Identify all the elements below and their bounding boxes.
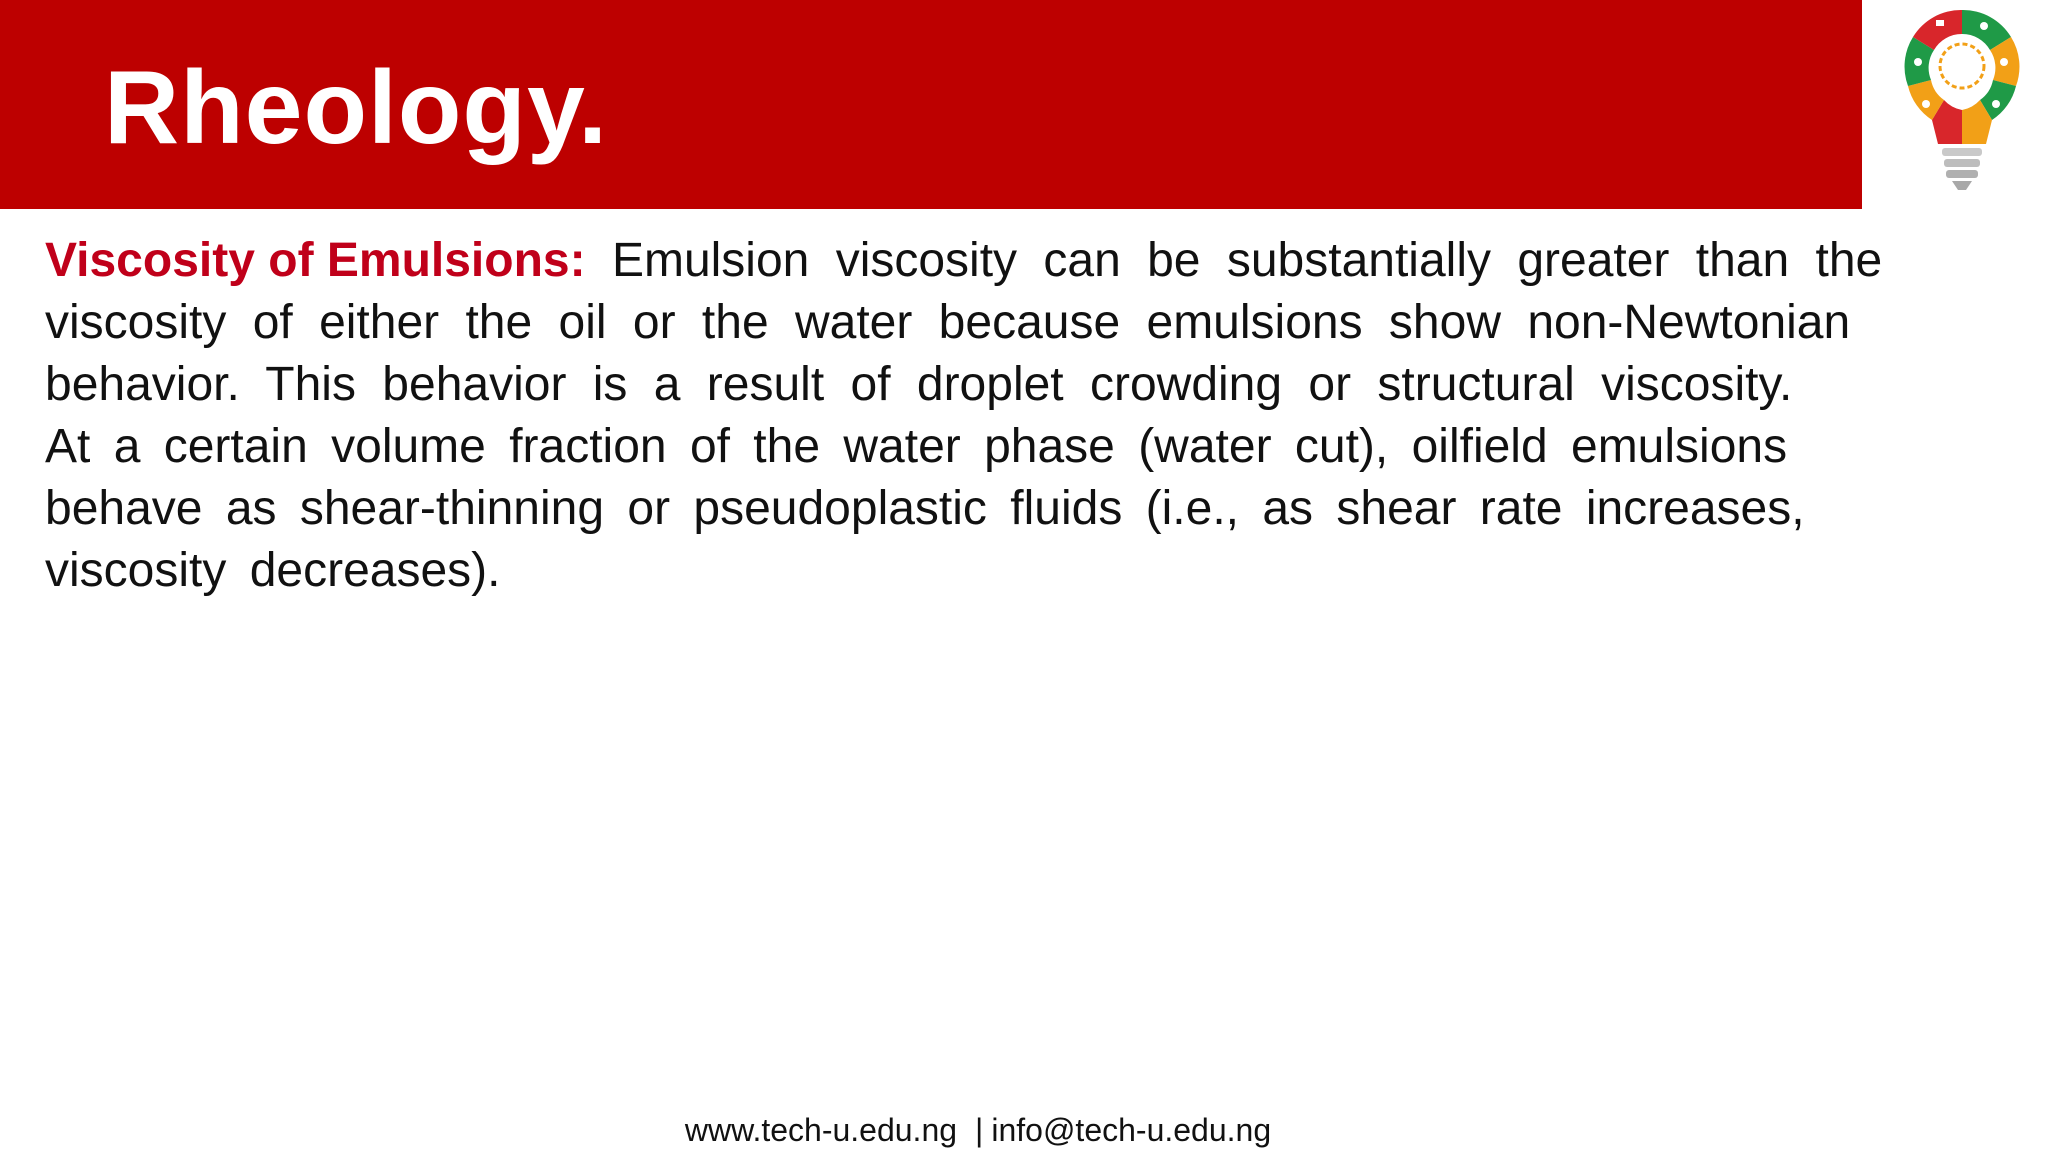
slide-title: Rheology. — [104, 50, 608, 166]
footer-website: www.tech-u.edu.ng — [684, 1112, 958, 1148]
university-logo — [1900, 4, 2024, 200]
term-heading: Viscosity of Emulsions: — [45, 234, 586, 287]
footer-separator: | — [975, 1112, 984, 1148]
slide-body — [45, 230, 1965, 602]
paragraph-1-text: Emulsion viscosity can be substantially greater than the viscosity of either the oil or the water because emulsions show non-Newtonian behavior. This behavior is a result of droplet crowding or structural viscosity. — [45, 234, 1883, 411]
footer-email: info@tech-u.edu.ng — [991, 1112, 1272, 1148]
title-bar — [0, 0, 1862, 209]
paragraph-water-cut: At a certain volume fraction of the water phase (water cut), oilfield emulsions behave as shear-thinning or pseudoplastic fluids (i.e., as shear rate increases, viscosity decreases). — [45, 420, 1805, 597]
footer — [0, 1110, 1956, 1150]
paragraph-viscosity-of-emulsions — [45, 230, 1965, 416]
